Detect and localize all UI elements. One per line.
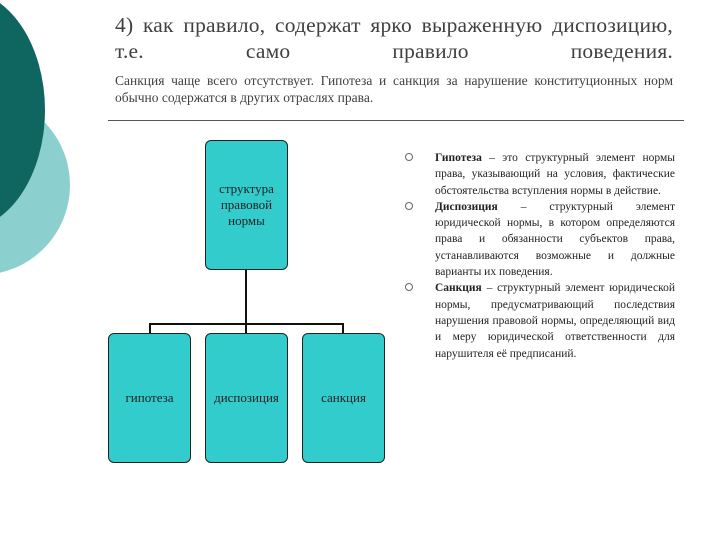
structure-label-line-3: нормы bbox=[228, 213, 265, 228]
definition-text: – это структурный элемент нормы права, указывающий на условия, фактические обстоятельства вступления нормы в действие. bbox=[435, 152, 675, 197]
bullet-circle-icon bbox=[405, 202, 413, 210]
structure-label-line-2: правовой bbox=[220, 197, 273, 212]
slide-title: 4) как правило, содержат ярко выраженную диспозицию, т.е. само правило поведения. bbox=[115, 13, 673, 63]
divider-line bbox=[108, 120, 684, 121]
connector-drop-1 bbox=[149, 323, 151, 333]
connector-drop-2 bbox=[245, 323, 247, 333]
definition-term: Санкция bbox=[435, 282, 482, 295]
structure-label-line-1: структура bbox=[219, 181, 274, 196]
definitions-list bbox=[405, 150, 675, 362]
definition-item bbox=[405, 280, 675, 361]
definition-term: Диспозиция bbox=[435, 200, 498, 213]
diagram-box-disposition: диспозиция bbox=[205, 333, 288, 463]
diagram-box-hypothesis: гипотеза bbox=[108, 333, 191, 463]
connector-vertical bbox=[245, 270, 247, 324]
definition-text: – структурный элемент юридической нормы, предусматривающий последствия нарушения правовой нормы, определяющий вид и меру юридической ответственности для нарушителя её предписаний. bbox=[435, 282, 675, 360]
diagram-box-sanction: санкция bbox=[302, 333, 385, 463]
slide-subtitle: Санкция чаще всего отсутствует. Гипотеза и санкция за нарушение конституционных норм обычно содержатся в других отраслях права. bbox=[115, 73, 673, 105]
definition-item bbox=[405, 150, 675, 199]
definition-item bbox=[405, 199, 675, 280]
definition-term: Гипотеза bbox=[435, 152, 482, 164]
definition-text: – структурный элемент юридической нормы, в котором определяются права и обязанности субъектов права, устанавливаются возможные и должные варианты их поведения. bbox=[435, 200, 675, 279]
bullet-circle-icon bbox=[405, 153, 413, 161]
diagram-box-structure bbox=[205, 140, 288, 270]
connector-drop-3 bbox=[342, 323, 344, 333]
bullet-circle-icon bbox=[405, 283, 413, 291]
